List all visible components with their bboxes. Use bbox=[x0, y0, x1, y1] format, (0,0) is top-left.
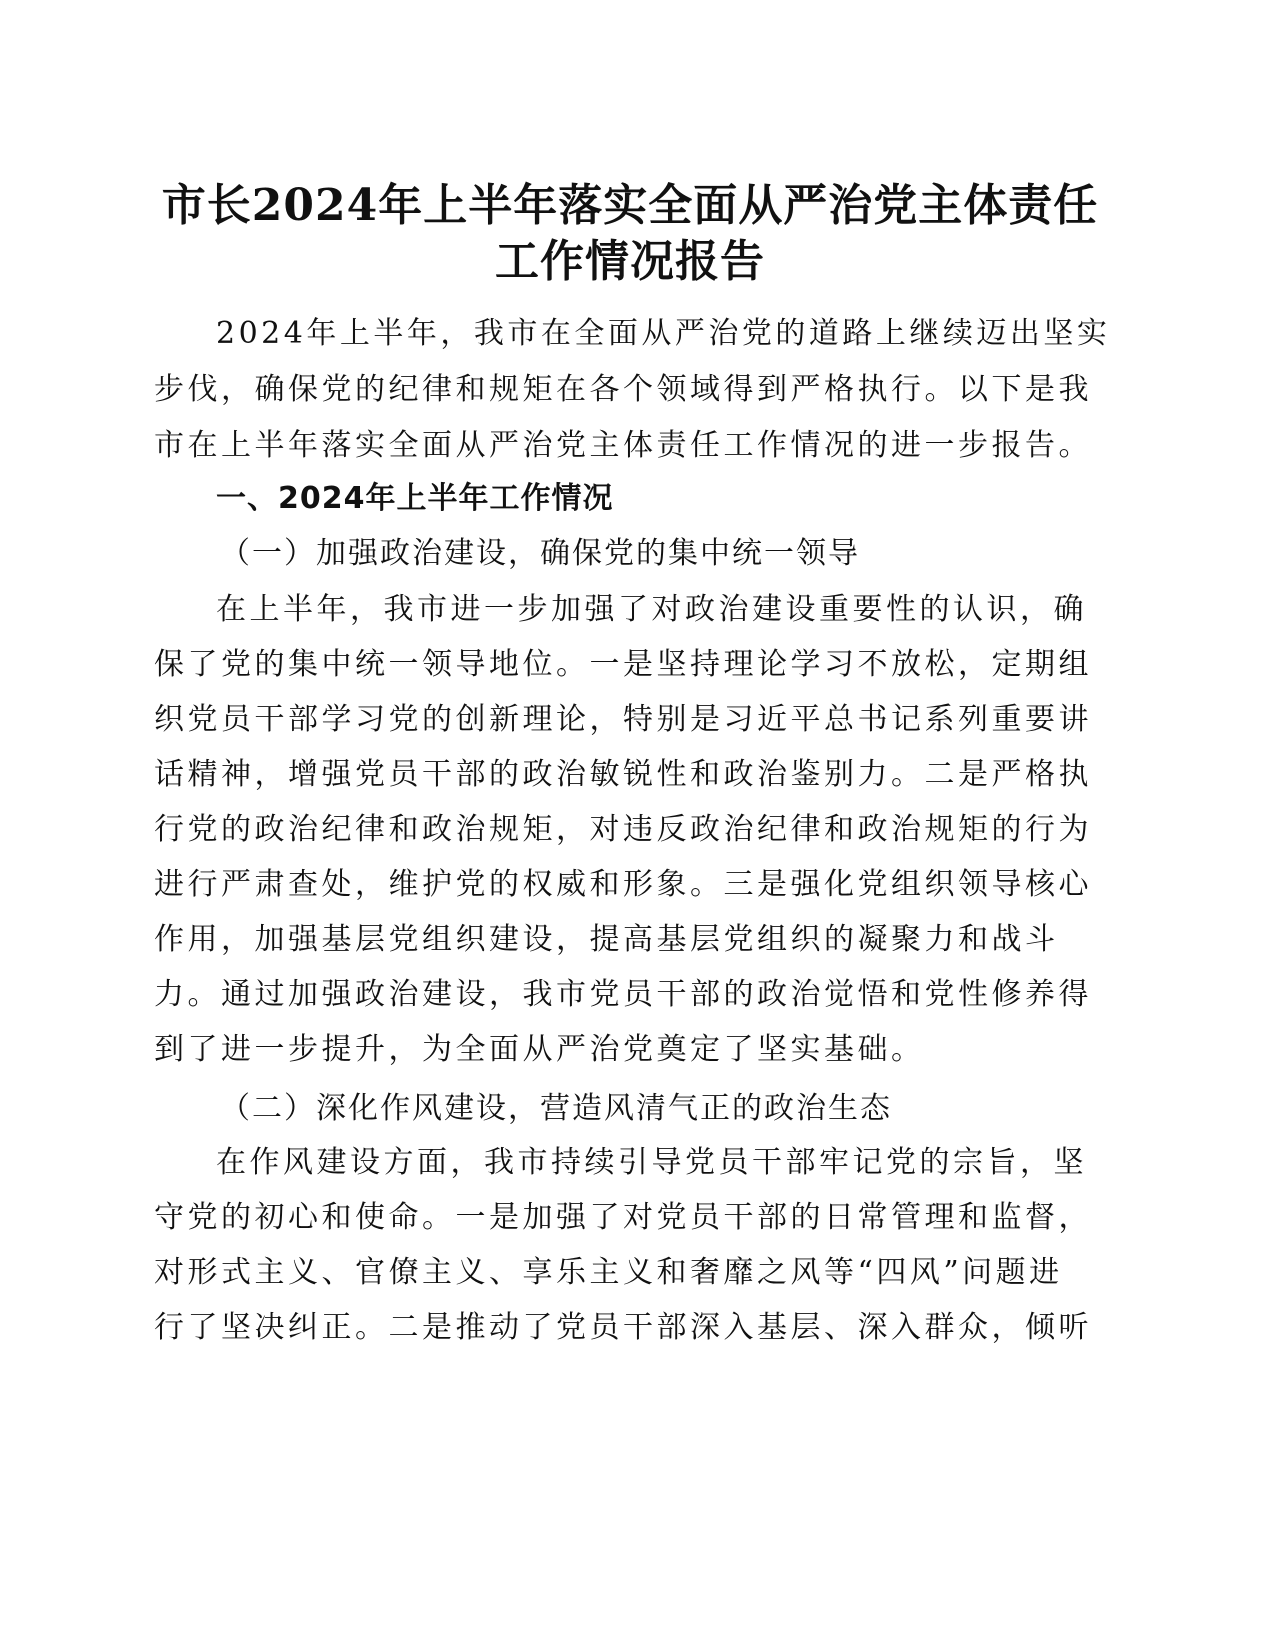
sub2-paragraph-line-1: 在作风建设方面，我市持续引导党员干部牢记党的宗旨，坚 bbox=[216, 1145, 1087, 1180]
sub2-paragraph-line-2: 守党的初心和使命。一是加强了对党员干部的日常管理和监督， bbox=[154, 1200, 1092, 1235]
document-title-line-2: 工作情况报告 bbox=[495, 236, 765, 287]
intro-line-1: 2024年上半年，我市在全面从严治党的道路上继续迈出坚实 bbox=[216, 316, 1111, 351]
sub2-paragraph-line-3: 对形式主义、官僚主义、享乐主义和奢靡之风等“四风”问题进 bbox=[154, 1255, 1063, 1290]
sub1-paragraph-line-7: 作用，加强基层党组织建设，提高基层党组织的凝聚力和战斗 bbox=[154, 922, 1059, 957]
sub1-paragraph-line-8: 力。通过加强政治建设，我市党员干部的政治觉悟和党性修养得 bbox=[154, 977, 1092, 1012]
sub1-paragraph-line-5: 行党的政治纪律和政治规矩，对违反政治纪律和政治规矩的行为 bbox=[154, 812, 1092, 847]
subsection-heading-1: （一）加强政治建设，确保党的集中统一领导 bbox=[220, 536, 860, 571]
intro-line-3: 市在上半年落实全面从严治党主体责任工作情况的进一步报告。 bbox=[154, 428, 1092, 463]
sub1-paragraph-line-4: 话精神，增强党员干部的政治敏锐性和政治鉴别力。二是严格执 bbox=[154, 757, 1092, 792]
document-title-line-1: 市长2024年上半年落实全面从严治党主体责任 bbox=[161, 180, 1099, 231]
intro-line-2: 步伐，确保党的纪律和规矩在各个领域得到严格执行。以下是我 bbox=[154, 372, 1092, 407]
section-heading-1: 一、2024年上半年工作情况 bbox=[216, 481, 614, 516]
sub1-paragraph-line-6: 进行严肃查处，维护党的权威和形象。三是强化党组织领导核心 bbox=[154, 867, 1092, 902]
sub1-paragraph-line-3: 织党员干部学习党的创新理论，特别是习近平总书记系列重要讲 bbox=[154, 702, 1092, 737]
sub1-paragraph-line-1: 在上半年，我市进一步加强了对政治建设重要性的认识，确 bbox=[216, 592, 1087, 627]
sub1-paragraph-line-2: 保了党的集中统一领导地位。一是坚持理论学习不放松，定期组 bbox=[154, 647, 1092, 682]
sub1-paragraph-line-9: 到了进一步提升，为全面从严治党奠定了坚实基础。 bbox=[154, 1032, 925, 1067]
sub2-paragraph-line-4: 行了坚决纠正。二是推动了党员干部深入基层、深入群众，倾听 bbox=[154, 1310, 1092, 1345]
subsection-heading-2: （二）深化作风建设，营造风清气正的政治生态 bbox=[220, 1091, 892, 1126]
